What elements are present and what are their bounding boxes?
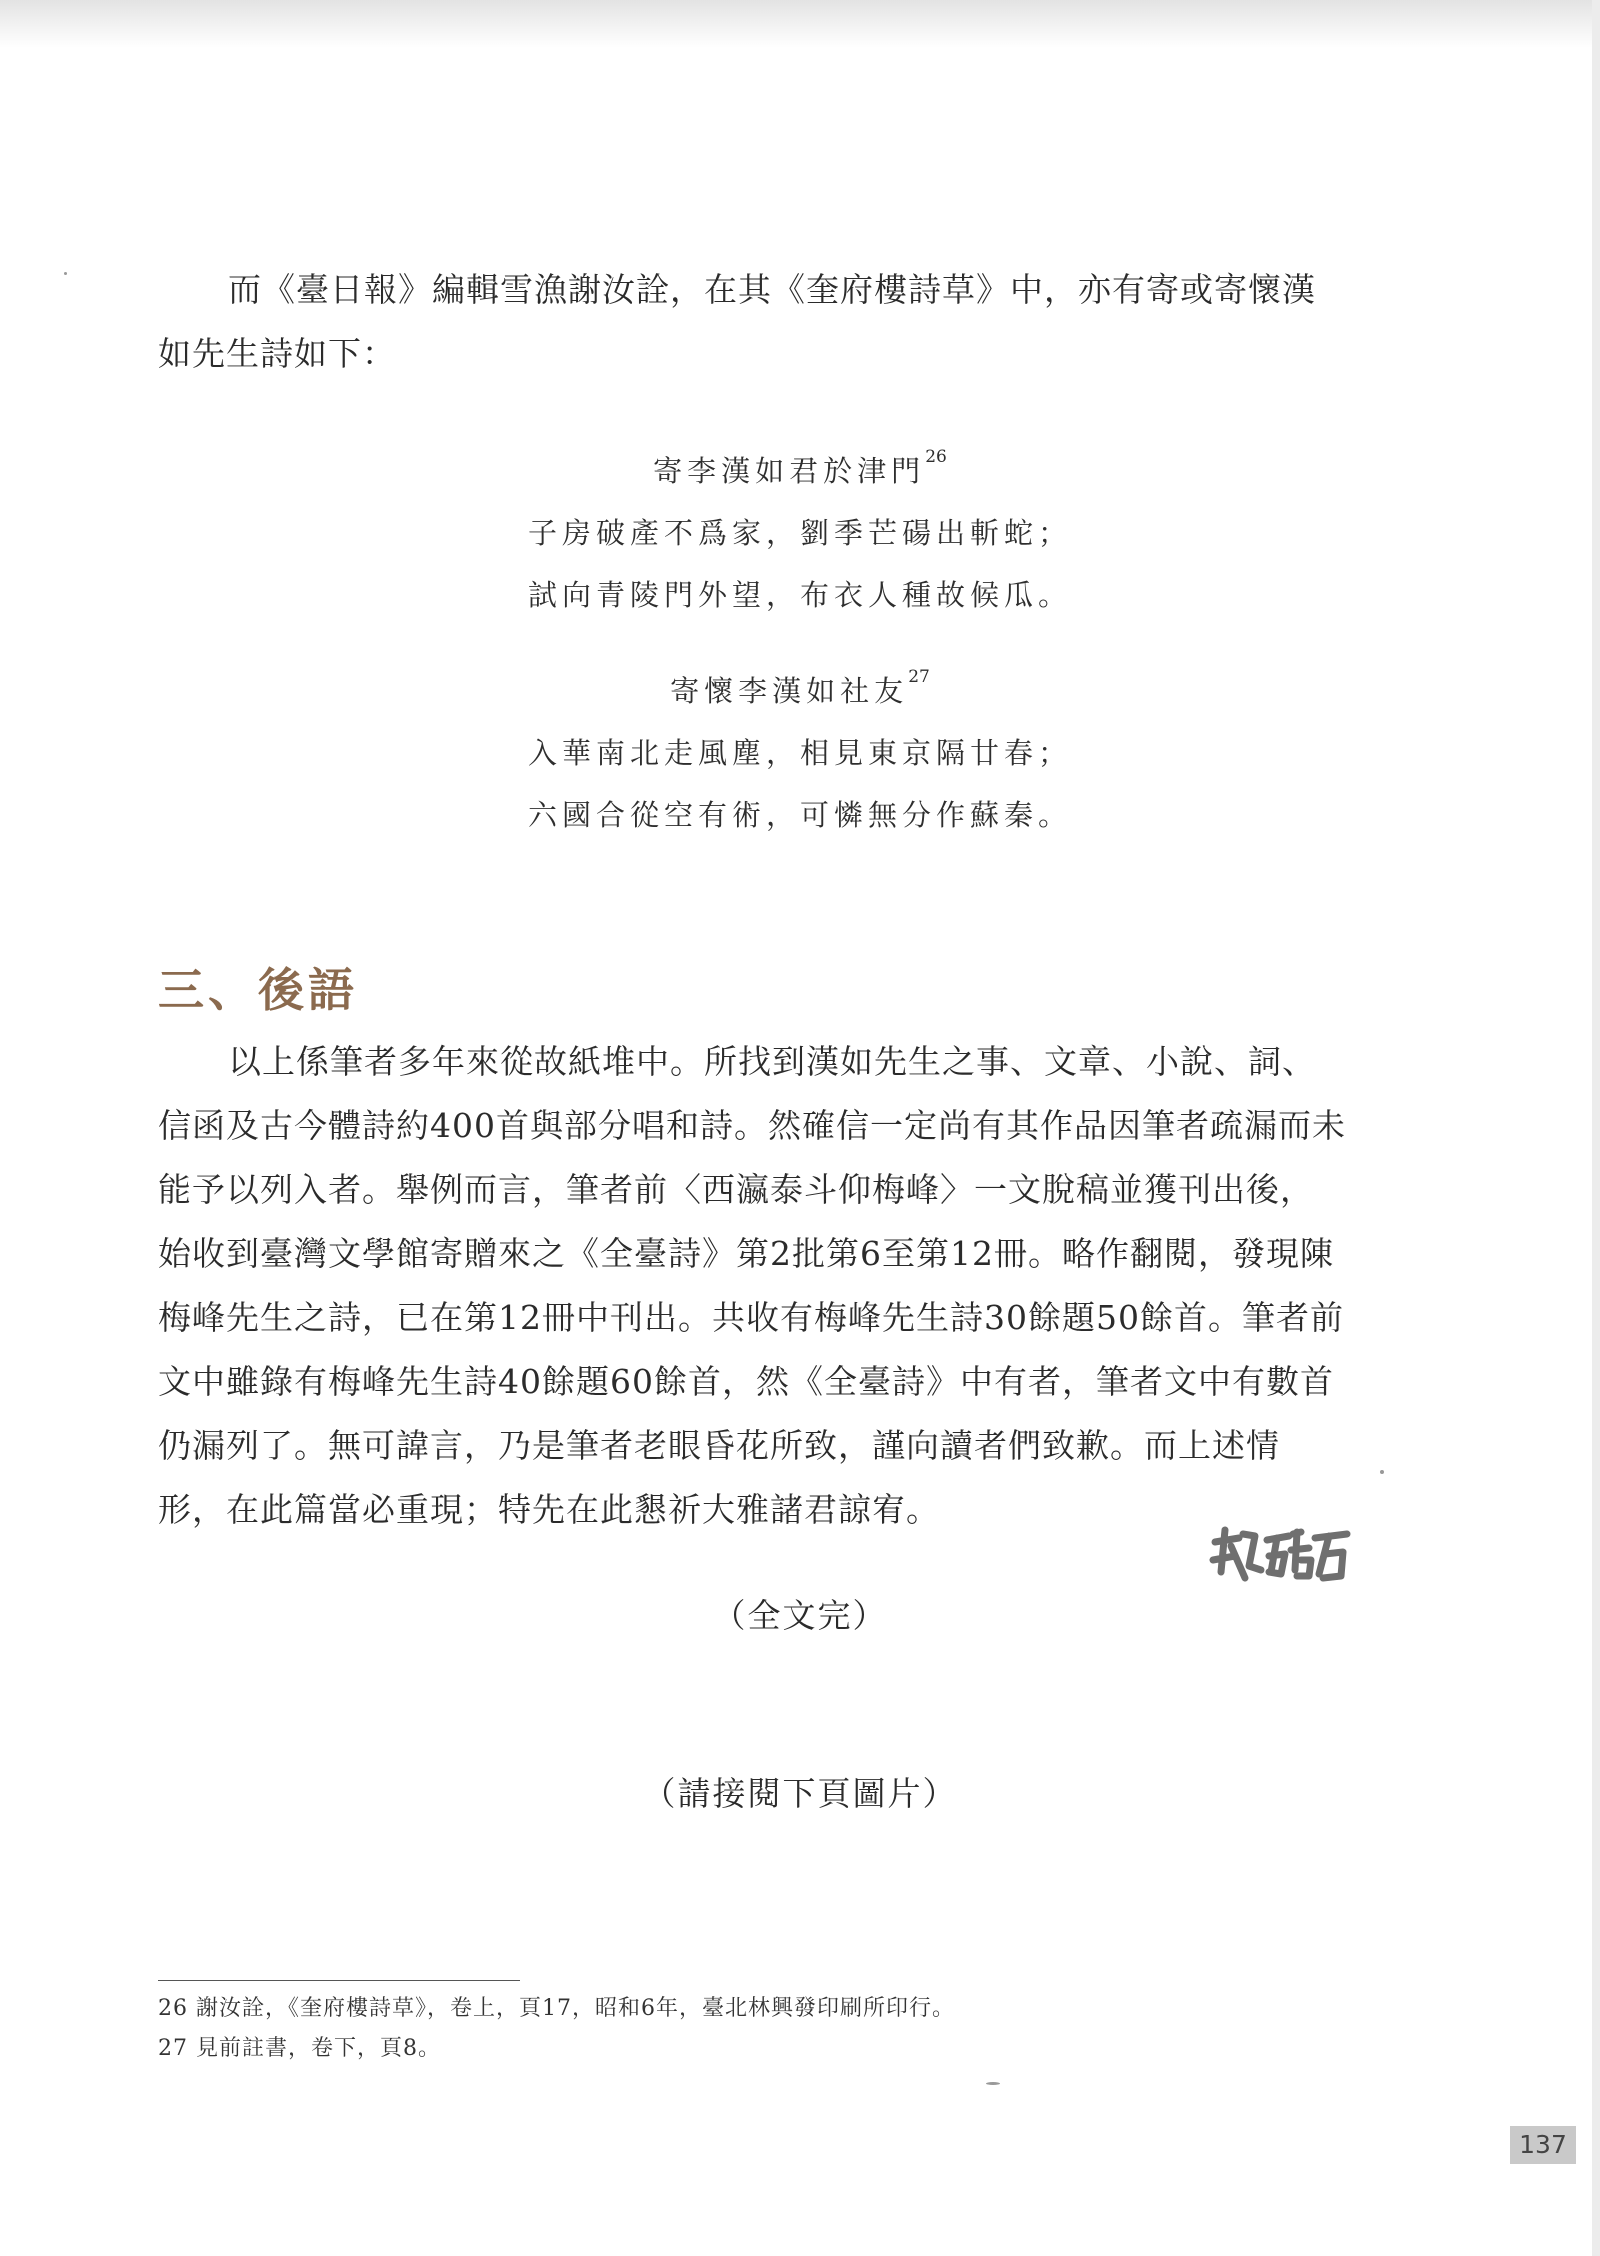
footnote-number: 26 [158, 1996, 188, 2021]
intro-line [158, 258, 1348, 322]
poem-2-line-1: 入華南北走風塵，相見東京隔廿春； [527, 736, 1072, 770]
footnote-ref-26: 26 [925, 447, 947, 467]
footnote-text: 見前註書，卷下，頁8。 [196, 2036, 441, 2061]
afterword-line-2: 信函及古今體詩約400首與部分唱和詩。然確信一定尚有其作品因筆者疏漏而未 [158, 1106, 1346, 1145]
afterword-line-3: 能予以列入者。舉例而言，筆者前〈西瀛泰斗仰梅峰〉一文脫稿並獲刊出後， [158, 1170, 1314, 1209]
poem-1-title-text: 寄李漢如君於津門 [653, 454, 926, 488]
poem-2-line-2: 六國合從空有術，可憐無分作蘇秦。 [527, 798, 1072, 832]
afterword-paragraph [158, 1030, 1348, 1542]
footnote-26 [158, 1994, 1358, 2024]
poem-2 [0, 660, 1600, 846]
afterword-line-4: 始收到臺灣文學館寄贈來之《全臺詩》第2批第6至第12冊。略作翻閱，發現陳 [158, 1234, 1334, 1273]
footnote-27 [158, 2034, 1358, 2064]
end-mark: （全文完） [712, 1596, 888, 1635]
intro-line-1: 而《臺日報》編輯雪漁謝汝詮，在其《奎府樓詩草》中，亦有寄或寄懷漢 [228, 270, 1316, 309]
page-number: 137 [1510, 2126, 1576, 2164]
footnote-number: 27 [158, 2036, 188, 2061]
afterword-line-7: 仍漏列了。無可諱言，乃是筆者老眼昏花所致，謹向讀者們致歉。而上述情 [158, 1426, 1280, 1465]
afterword-line-8: 形，在此篇當必重現；特先在此懇祈大雅諸君諒宥。 [158, 1490, 940, 1529]
afterword-line-1: 以上係筆者多年來從故紙堆中。所找到漢如先生之事、文章、小說、詞、 [228, 1042, 1316, 1081]
poem-1-line-1: 子房破產不爲家，劉季芒碭出斬蛇； [527, 516, 1072, 550]
intro-paragraph [158, 258, 1348, 386]
footnote-ref-27: 27 [908, 667, 930, 687]
scan-speck [986, 2082, 1000, 2085]
poem-1-line-2: 試向青陵門外望，布衣人種故候瓜。 [527, 578, 1072, 612]
scan-right-edge [1592, 0, 1600, 2256]
intro-line-2: 如先生詩如下： [158, 334, 396, 373]
section-heading: 三、後語 [158, 963, 358, 1017]
footnote-text: 謝汝詮，《奎府樓詩草》，卷上，頁17，昭和6年，臺北林興發印刷所印行。 [196, 1996, 955, 2021]
continue-note: （請接閱下頁圖片） [642, 1774, 958, 1813]
poem-2-title-text: 寄懷李漢如社友 [670, 674, 909, 708]
footnote-divider [158, 1980, 520, 1981]
afterword-first-line [158, 1030, 1348, 1094]
poem-1 [0, 440, 1600, 626]
scan-speck [64, 272, 67, 275]
afterword-line-5: 梅峰先生之詩，已在第12冊中刊出。共收有梅峰先生詩30餘題50餘首。筆者前 [158, 1298, 1344, 1337]
scan-speck [1380, 1470, 1384, 1474]
scan-top-shading [0, 0, 1600, 48]
poem-1-title [0, 440, 1600, 502]
poem-2-title [0, 660, 1600, 722]
afterword-line-6: 文中雖錄有梅峰先生詩40餘題60餘首，然《全臺詩》中有者，筆者文中有數首 [158, 1362, 1334, 1401]
handwritten-signature [1205, 1520, 1355, 1590]
